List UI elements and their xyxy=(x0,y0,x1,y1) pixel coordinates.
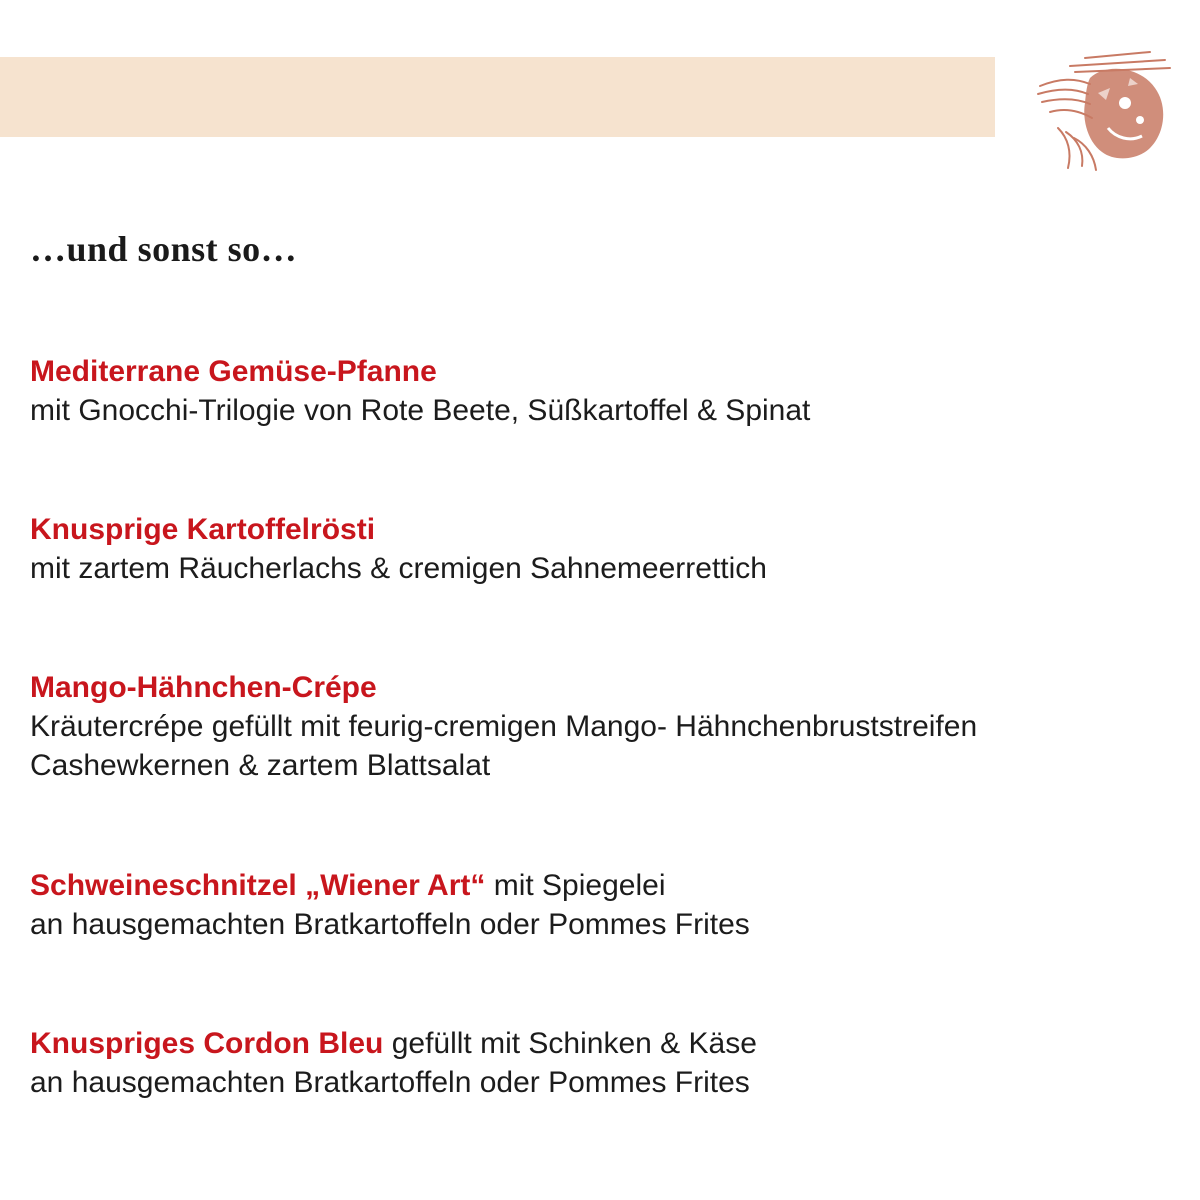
menu-item-title-line xyxy=(30,866,1180,905)
dish-name: Schweineschnitzel „Wiener Art“ xyxy=(30,869,486,902)
dish-description: mit Gnocchi-Trilogie von Rote Beete, Süßkartoffel & Spinat xyxy=(30,394,811,427)
menu-item xyxy=(30,1024,1180,1102)
menu-item-title-line xyxy=(30,352,1180,391)
dish-description: an hausgemachten Bratkartoffeln oder Pommes Frites xyxy=(30,908,750,941)
menu-item xyxy=(30,866,1180,944)
section-title: …und sonst so… xyxy=(30,229,298,269)
dish-name-suffix: mit Spiegelei xyxy=(485,869,666,902)
dish-description: Cashewkernen & zartem Blattsalat xyxy=(30,749,491,782)
header-band xyxy=(0,57,995,137)
menu-item-title-line xyxy=(30,510,1180,549)
dish-description: mit zartem Räucherlachs & cremigen Sahnemeerrettich xyxy=(30,552,767,585)
menu-item xyxy=(30,668,1180,785)
dish-name: Knusprige Kartoffelrösti xyxy=(30,513,376,546)
dish-name: Mediterrane Gemüse-Pfanne xyxy=(30,355,437,388)
lion-head-icon xyxy=(1030,48,1180,176)
dish-name: Mango-Hähnchen-Crépe xyxy=(30,671,377,704)
dish-name-suffix: gefüllt mit Schinken & Käse xyxy=(383,1027,757,1060)
dish-description: Kräutercrépe gefüllt mit feurig-cremigen Mango- Hähnchenbruststreifen xyxy=(30,710,978,743)
menu-item-title-line xyxy=(30,668,1180,707)
menu-item xyxy=(30,510,1180,588)
dish-description: an hausgemachten Bratkartoffeln oder Pommes Frites xyxy=(30,1066,750,1099)
menu-item-title-line xyxy=(30,1024,1180,1063)
menu-item xyxy=(30,352,1180,430)
dish-name: Knuspriges Cordon Bleu xyxy=(30,1027,384,1060)
